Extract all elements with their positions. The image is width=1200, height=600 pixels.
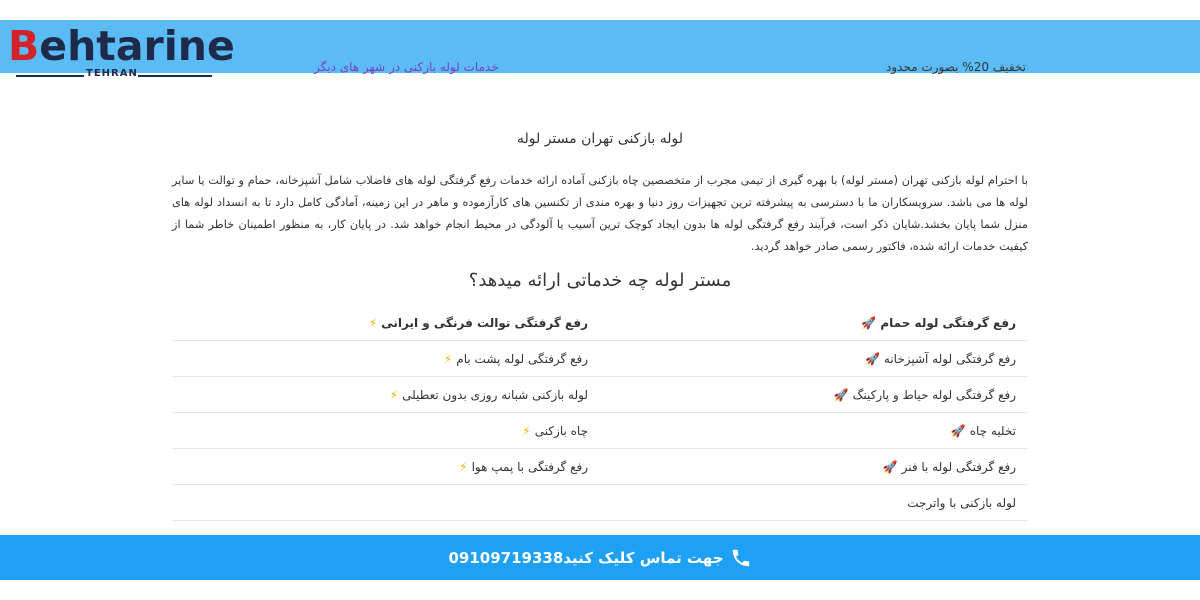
site-logo[interactable] (6, 22, 235, 82)
bolt-icon: ⚡ (443, 351, 453, 366)
intro-paragraph: با احترام لوله بازکنی تهران (مستر لوله) با بهره گیری از تیمی مجرب از متخصصین چاه بازکنی آماده ارائه خدمات رفع گرفتگی لوله های فاضلاب شامل آشپزخانه، حمام و توالت یا سایر لوله ها می باشد. سرویسکاران ما با دسترسی به پیشرفته ترین تجهیزات روز دنیا و بهره مندی از تکنسین های کارآزموده و ماهر در این زمینه، آمادگی کامل دارد تا به انسداد لوله های منزل شما پایان بخشد.شایان ذکر است، فرآیند رفع گرفتگی لوله ها بدون ایجاد کوچک ترین آسیب یا آلودگی در محیط انجام خواهد شد. در پایان کار، به منظور اطمینان خاطر شما از کیفیت خدمات ارائه شده، فاکتور رسمی صادر خواهد گردید. (172, 174, 1028, 253)
bolt-icon: ⚡ (522, 423, 531, 438)
services-row (172, 305, 1028, 341)
rocket-icon: 🚀 (861, 315, 877, 330)
logo-first-letter: B (8, 22, 40, 70)
service-item-left (172, 424, 600, 438)
other-cities-link[interactable]: خدمات لوله بازکنی در شهر های دیگر (314, 60, 499, 74)
rocket-icon: 🚀 (833, 387, 849, 402)
service-label: چاه بازکنی (534, 423, 588, 438)
bolt-icon: ⚡ (389, 387, 399, 402)
service-item-left (172, 352, 600, 366)
service-label: رفع گرفتگی با پمپ هوا (471, 459, 588, 474)
service-label: رفع گرفتگی لوله پشت بام (456, 351, 588, 366)
bolt-icon: ⚡ (459, 459, 468, 474)
service-item-right (600, 460, 1028, 474)
service-item-left (172, 316, 600, 330)
service-label: رفع گرفتگی لوله با فنر (901, 459, 1016, 474)
services-row (172, 449, 1028, 485)
service-item-left (172, 388, 600, 402)
service-label: رفع گرفتگی لوله حیاط و پارکینگ (852, 387, 1016, 402)
top-bar (0, 20, 1200, 79)
services-heading: مستر لوله چه خدماتی ارائه میدهد؟ (468, 270, 732, 291)
services-row (172, 377, 1028, 413)
logo-main-text: ehtarine (39, 22, 235, 70)
rocket-icon: 🚀 (882, 459, 898, 474)
service-label: لوله بازکنی شبانه روزی بدون تعطیلی (402, 387, 588, 402)
services-row (172, 413, 1028, 449)
rocket-icon: 🚀 (864, 351, 880, 366)
service-item-right (600, 388, 1028, 402)
service-label: رفع گرفتگی توالت فرنگی و ایرانی (381, 315, 588, 330)
call-button-label[interactable]: جهت تماس کلیک کنید09109719338 (448, 548, 724, 567)
logo-divider-left (16, 75, 84, 77)
services-row (172, 485, 1028, 521)
services-table (172, 305, 1028, 521)
service-label: تخلیه چاه (969, 423, 1016, 438)
service-item-left (172, 460, 600, 474)
call-bar[interactable] (0, 535, 1200, 580)
service-label: رفع گرفتگی لوله آشپزخانه (883, 351, 1016, 366)
service-label: رفع گرفتگی لوله حمام (880, 315, 1016, 330)
service-item-right (600, 352, 1028, 366)
page-title: لوله بازکنی تهران مستر لوله (516, 131, 683, 147)
service-item-right (600, 316, 1028, 330)
service-item-right (600, 424, 1028, 438)
services-row (172, 341, 1028, 377)
service-item-right (600, 496, 1028, 510)
logo-subtitle: TEHRAN (86, 68, 138, 79)
service-label: لوله بازکنی با واترجت (907, 495, 1016, 510)
bolt-icon: ⚡ (368, 315, 378, 330)
rocket-icon: 🚀 (950, 423, 966, 438)
logo-wordmark (8, 24, 235, 68)
discount-text: تخفیف 20% بصورت محدود (886, 60, 1026, 74)
logo-divider-right (138, 75, 212, 77)
phone-icon (730, 547, 752, 569)
